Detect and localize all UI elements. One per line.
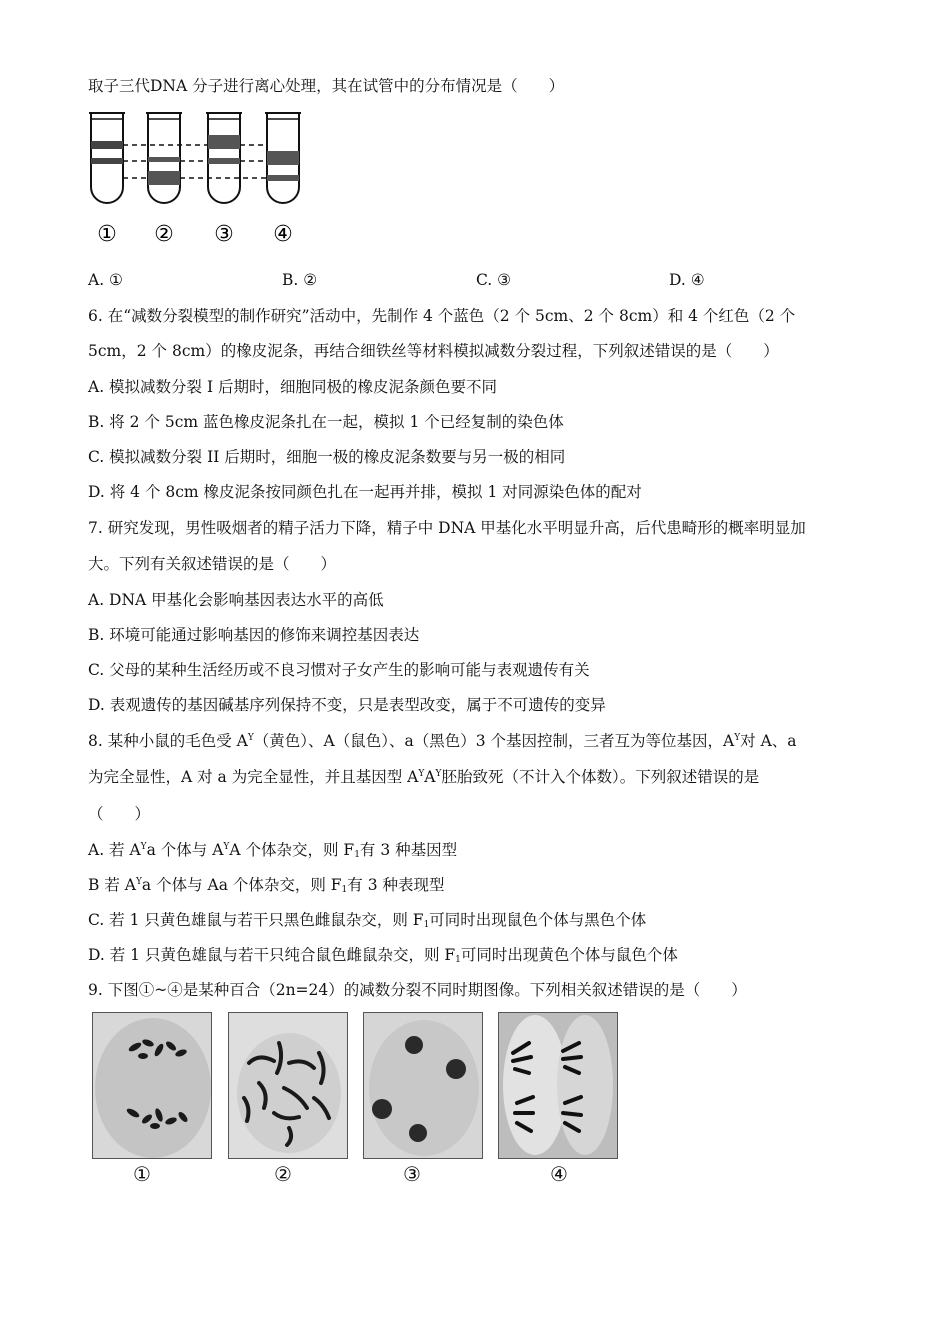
q7-stem-line2: 大。下列有关叙述错误的是（ ） [88, 555, 337, 573]
q8-option-d[interactable]: D. 若 1 只黄色雄鼠与若干只纯合鼠色雌鼠杂交，则 $F_1$可同时出现黄色个体与鼠色个体 [88, 946, 678, 965]
q8-stem-line3: （ ） [88, 805, 151, 823]
q7-option-b[interactable]: B. 环境可能通过影响基因的修饰来调控基因表达 [88, 626, 420, 644]
micrograph-label-3: ③ [403, 1162, 421, 1186]
q6-option-c[interactable]: C. 模拟减数分裂 II 后期时，细胞一极的橡皮泥条数要与另一极的相同 [88, 448, 566, 466]
micrograph-label-4: ④ [550, 1162, 568, 1186]
q5-option-d[interactable]: D. ④ [669, 271, 705, 289]
q7-stem-line1: 7. 研究发现，男性吸烟者的精子活力下降，精子中 DNA 甲基化水平明显升高，后代患畸形的概率明显加 [88, 519, 806, 537]
tube-3-band-mid [208, 158, 240, 164]
q8-stem-line2: 为完全显性，A 对 a 为完全显性，并且基因型 $A^YA^Y$胚胎致死（不计入个体数）。下列叙述错误的是 [88, 768, 760, 786]
tube-label-3: ③ [214, 222, 234, 245]
tube-2-band-mid [148, 157, 180, 162]
q9-stem: 9. 下图①~④是某种百合（2n=24）的减数分裂不同时期图像。下列相关叙述错误的是（ ） [88, 981, 747, 999]
tube-3-band-light [208, 135, 240, 149]
tube-4-band-heavy [267, 175, 299, 181]
q6-stem-line1: 6. 在“减数分裂模型的制作研究”活动中，先制作 4 个蓝色（2 个 5cm、2 个 8cm）和 4 个红色（2 个 [88, 307, 796, 325]
reference-dashed-lines [123, 145, 267, 178]
q6-stem-line2: 5cm，2 个 8cm）的橡皮泥条，再结合细铁丝等材料模拟减数分裂过程，下列叙述错误的是（ ） [88, 342, 779, 360]
q7-option-a[interactable]: A. DNA 甲基化会影响基因表达水平的高低 [88, 591, 384, 609]
q6-option-d[interactable]: D. 将 4 个 8cm 橡皮泥条按同颜色扎在一起再并排，模拟 1 对同源染色体的配对 [88, 483, 642, 501]
tube-4-band-mid [267, 151, 299, 165]
q8-option-a[interactable]: A. 若 $A^Ya$ 个体与 $A^YA$ 个体杂交，则 $F_1$有 3 种基因型 [88, 841, 458, 860]
tube-label-1: ① [97, 222, 117, 245]
q5-option-c[interactable]: C. ③ [476, 271, 512, 289]
tube-1-band-mid [91, 158, 123, 164]
q5-option-a[interactable]: A. ① [88, 271, 123, 289]
q5-stem: 取子三代DNA 分子进行离心处理，其在试管中的分布情况是（ ） [88, 77, 565, 95]
q8-option-b[interactable]: B 若 $A^Ya$ 个体与 Aa 个体杂交，则 $F_1$有 3 种表现型 [88, 876, 445, 895]
tube-2-band-heavy [148, 171, 180, 185]
q6-option-a[interactable]: A. 模拟减数分裂 I 后期时，细胞同极的橡皮泥条颜色要不同 [88, 378, 498, 396]
micrograph-label-2: ② [274, 1162, 292, 1186]
micrograph-1 [92, 1012, 212, 1159]
micrograph-label-1: ① [133, 1162, 151, 1186]
tube-1-band-light [91, 141, 123, 149]
micrograph-3 [363, 1012, 483, 1159]
micrograph-4 [498, 1012, 618, 1159]
tube-label-2: ② [154, 222, 174, 245]
micrograph-2 [228, 1012, 348, 1159]
q6-option-b[interactable]: B. 将 2 个 5cm 蓝色橡皮泥条扎在一起，模拟 1 个已经复制的染色体 [88, 413, 564, 431]
q8-option-c[interactable]: C. 若 1 只黄色雄鼠与若干只黑色雌鼠杂交，则 $F_1$可同时出现鼠色个体与黑色个体 [88, 911, 647, 930]
q8-stem-line1: 8. 某种小鼠的毛色受 $A^Y$（黄色）、A（鼠色）、a（黑色）3 个基因控制，三者互为等位基因，$A^Y$对 A、a [88, 732, 797, 750]
q7-option-d[interactable]: D. 表观遗传的基因碱基序列保持不变，只是表型改变，属于不可遗传的变异 [88, 696, 606, 714]
q5-option-b[interactable]: B. ② [282, 271, 318, 289]
q7-option-c[interactable]: C. 父母的某种生活经历或不良习惯对子女产生的影响可能与表观遗传有关 [88, 661, 590, 679]
tube-label-4: ④ [273, 222, 293, 245]
centrifuge-tubes-figure [80, 105, 330, 245]
